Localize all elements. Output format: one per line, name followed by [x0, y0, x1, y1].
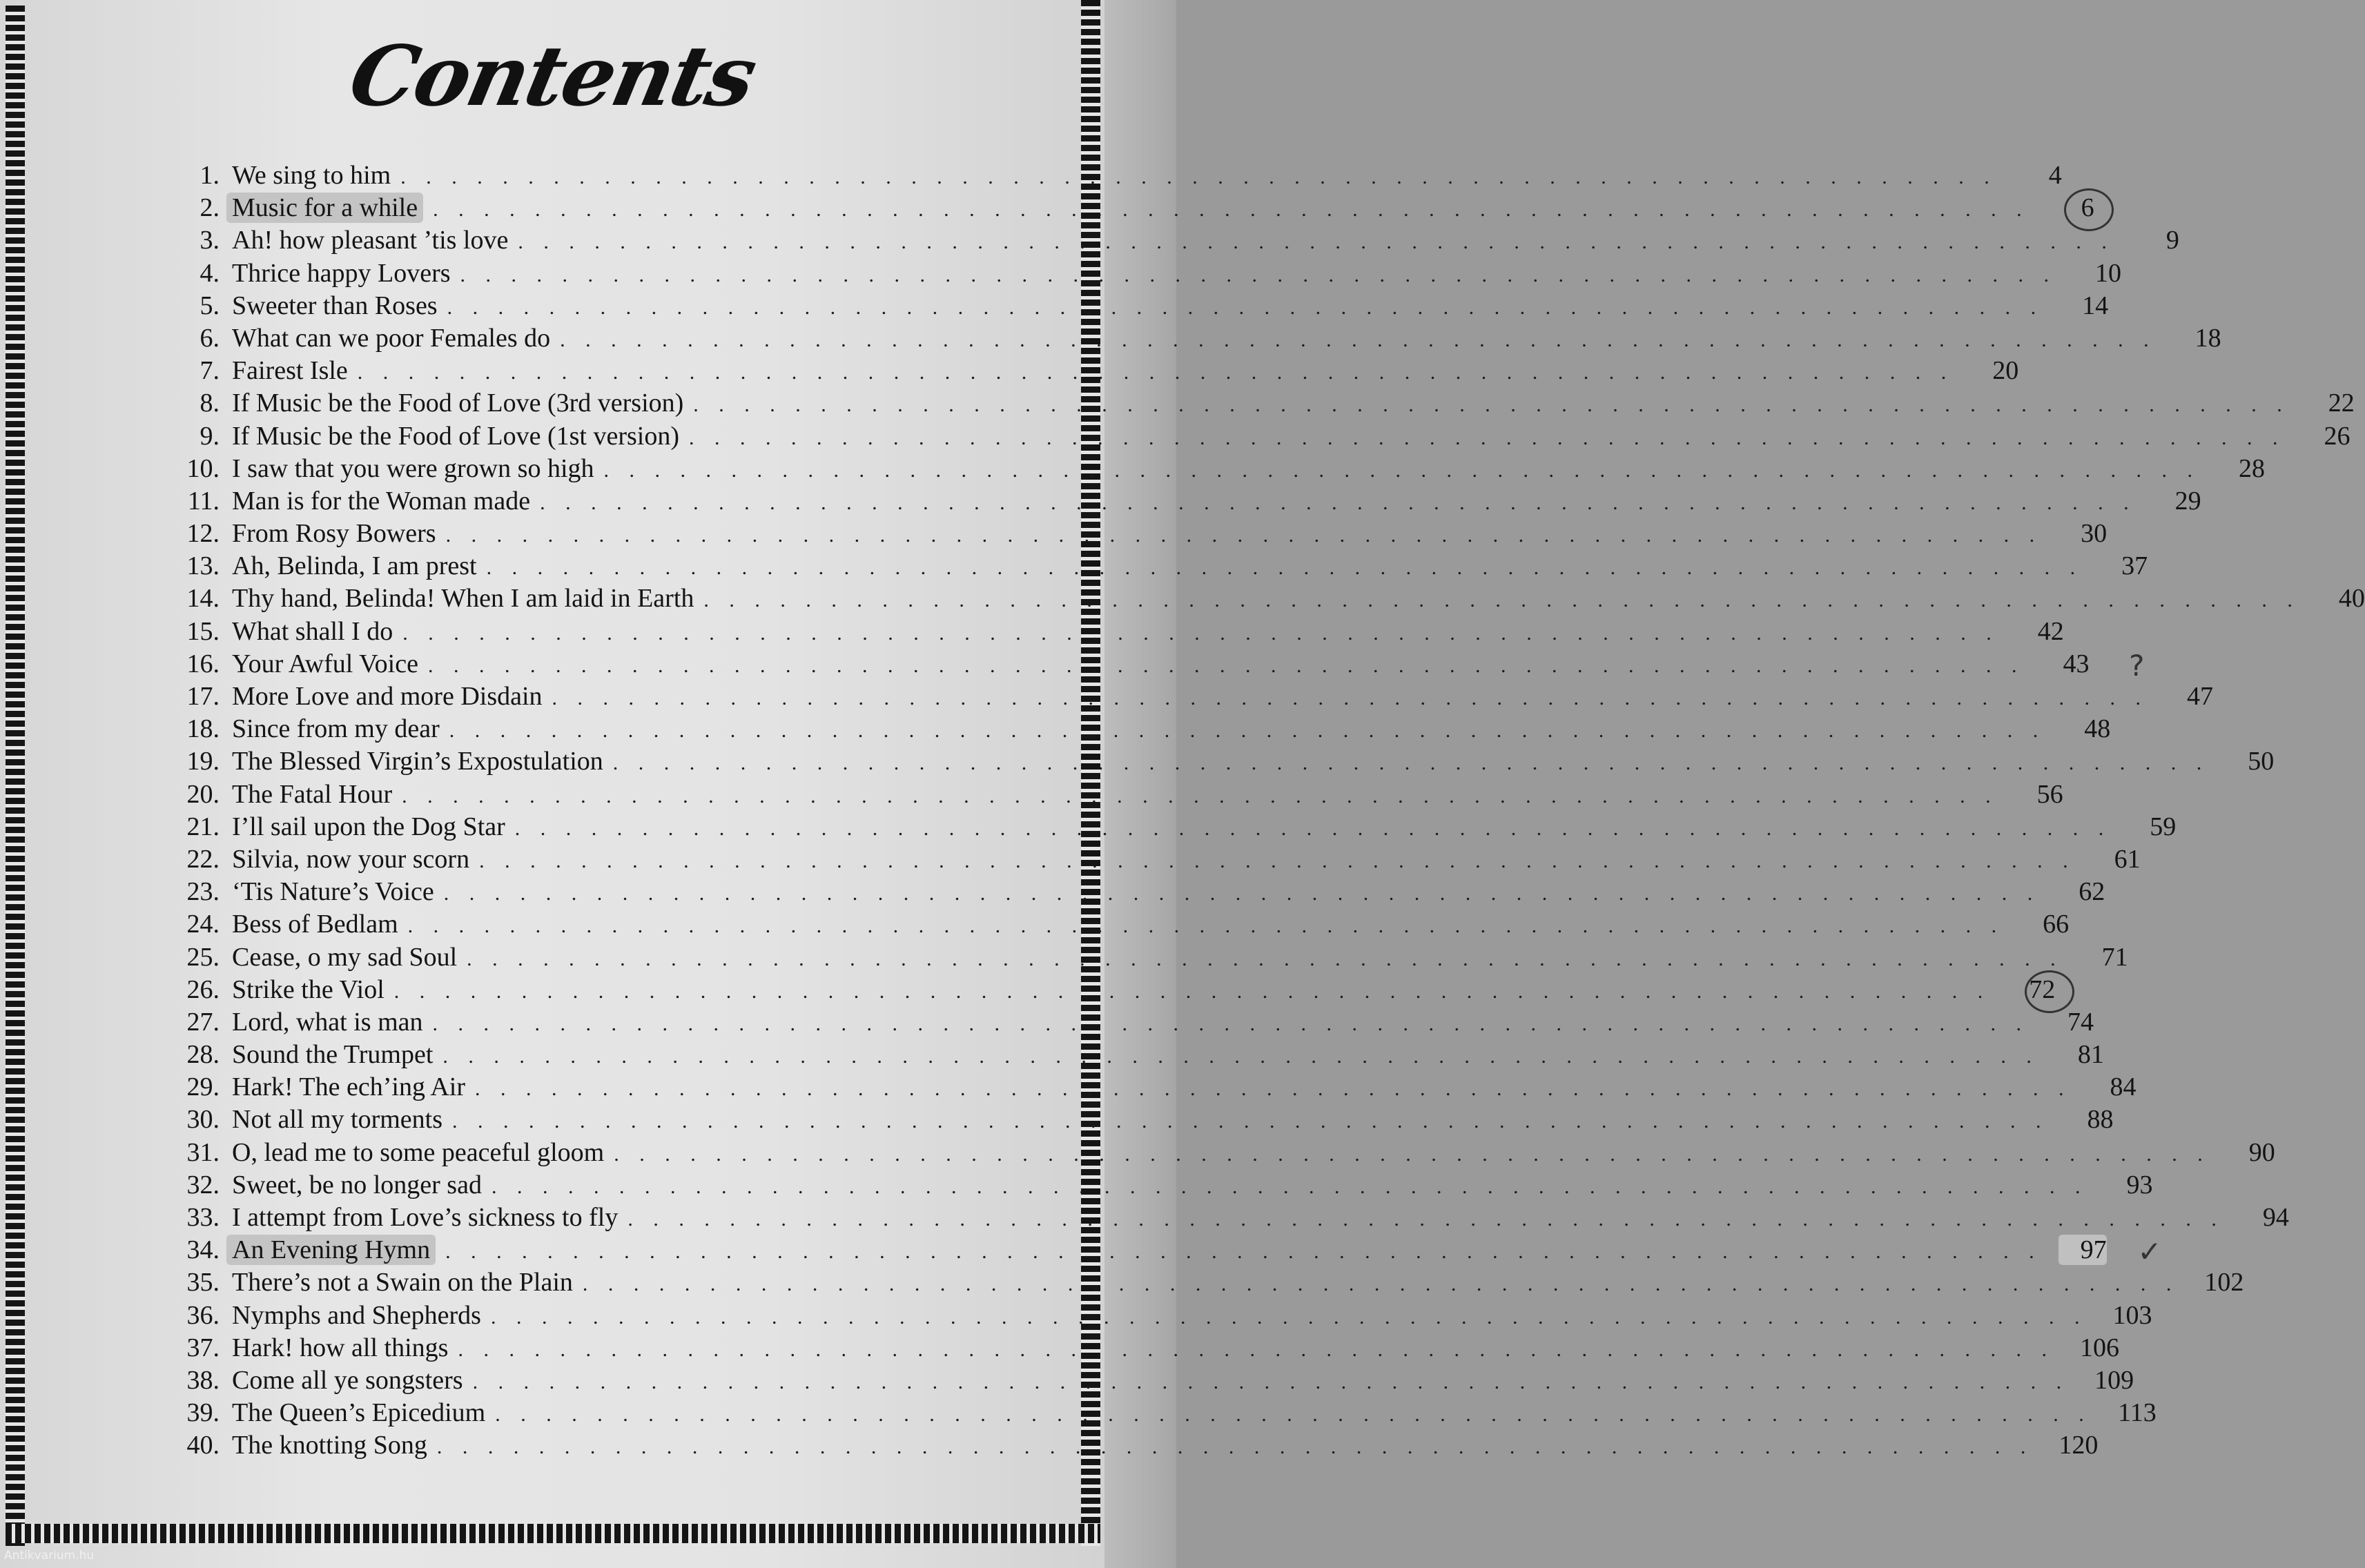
entry-number: 32.	[186, 1170, 220, 1199]
page-number-text: 43	[2063, 649, 2090, 678]
page-number-text: 102	[2204, 1268, 2244, 1297]
entry-page-number	[2062, 714, 2110, 744]
entry-page-number	[2241, 1202, 2289, 1233]
pencil-circle-mark	[2064, 188, 2114, 231]
page-number-text: 37	[2121, 551, 2148, 581]
page-number-text: 42	[2037, 616, 2064, 646]
entry-title: Thrice happy Lovers	[232, 258, 451, 288]
toc-entry	[159, 1170, 2153, 1202]
dot-leader: . . . . . . . . . . . . . . . . . . . . . . . . . . . . . . . . . . . . . . . . . . . . . . . . . . . . . . . . . . . . . . .	[458, 1337, 2054, 1361]
page-number-text: 97	[2080, 1235, 2107, 1265]
toc-entry	[159, 355, 2019, 388]
page-number-text: 29	[2174, 486, 2201, 516]
page-number-text: 40	[2338, 584, 2365, 614]
dot-leader: . . . . . . . . . . . . . . . . . . . . . . . . . . . . . . . . . . . . . . . . . . . . . . . . . . . . . . . . . . . . . . .	[445, 524, 2043, 547]
entry-page-number	[2302, 421, 2351, 451]
entry-title: Man is for the Woman made	[232, 486, 531, 516]
entry-title: The Blessed Virgin’s Expostulation	[232, 747, 603, 776]
page-number-text: 106	[2079, 1333, 2119, 1362]
entry-title: Hark! how all things	[232, 1333, 449, 1362]
entry-number: 35.	[186, 1268, 220, 1297]
entry-number: 28.	[186, 1040, 220, 1070]
entry-title: The knotting Song	[232, 1431, 427, 1460]
toc-entry	[159, 876, 2105, 909]
page-number-text: 28	[2239, 453, 2266, 483]
contents-list	[159, 160, 2365, 1463]
entry-title: Come all ye songsters	[232, 1365, 463, 1395]
entry-title: If Music be the Food of Love (3rd version)	[232, 389, 684, 418]
entry-number: 7.	[199, 356, 220, 386]
entry-title: Cease, o my sad Soul	[232, 942, 458, 972]
dot-leader: . . . . . . . . . . . . . . . . . . . . . . . . . . . . . . . . . . . . . . . . . . . . . . . . . . . . . . . . . . . . . . .	[540, 491, 2137, 514]
toc-entry	[159, 1235, 2162, 1269]
entry-title: The Queen’s Epicedium	[232, 1398, 486, 1428]
entry-title: What shall I do	[232, 616, 393, 646]
entry-number: 5.	[199, 291, 220, 320]
dot-leader: . . . . . . . . . . . . . . . . . . . . . . . . . . . . . . . . . . . . . . . . . . . . . . . . . . . . . . . . . . . . . . .	[475, 1077, 2072, 1101]
dot-leader: . . . . . . . . . . . . . . . . . . . . . . . . . . . . . . . . . . . . . . . . . . . . . . . . . . . . . . . . . . . . . . .	[402, 621, 1999, 645]
dot-leader: . . . . . . . . . . . . . . . . . . . . . . . . . . . . . . . . . . . . . . . . . . . . . . . . . . . . . . . . . . . . . . .	[436, 1435, 2034, 1459]
entry-page-number	[2317, 583, 2365, 614]
entry-title: I’ll sail upon the Dog Star	[232, 812, 505, 841]
dot-leader: . . . . . . . . . . . . . . . . . . . . . . . . . . . . . . . . . . . . . . . . . . . . . . . . . . . . . . . . . . . . . . .	[393, 979, 1991, 1003]
page-number-text: 84	[2110, 1072, 2137, 1102]
entry-page-number	[2041, 648, 2145, 683]
page-number-text: 50	[2248, 747, 2275, 776]
entry-number: 18.	[186, 714, 220, 744]
toc-entry	[159, 1267, 2244, 1300]
entry-title: Sweeter than Roses	[232, 291, 438, 320]
entry-page-number	[2092, 844, 2141, 874]
toc-entry	[159, 844, 2141, 876]
entry-number: 19.	[186, 747, 220, 776]
toc-entry	[159, 1398, 2157, 1430]
entry-page-number	[2059, 1235, 2162, 1269]
page-number-text: 30	[2081, 519, 2108, 549]
entry-number: 3.	[199, 226, 220, 255]
entry-title: An Evening Hymn	[226, 1235, 436, 1265]
toc-entry	[159, 160, 2062, 193]
entry-page-number	[2306, 388, 2355, 418]
entry-page-number	[2088, 1072, 2137, 1102]
dot-leader: . . . . . . . . . . . . . . . . . . . . . . . . . . . . . . . . . . . . . . . . . . . . . . . . . . . . . . . . . . . . . . .	[552, 687, 2149, 709]
toc-entry	[159, 1137, 2275, 1170]
page-number-text: 81	[2077, 1040, 2104, 1070]
page-number-text: 61	[2114, 844, 2141, 874]
toc-entry	[159, 681, 2214, 714]
dot-leader: . . . . . . . . . . . . . . . . . . . . . . . . . . . . . . . . . . . . . . . . . . . . . . . . . . . . . . . . . . . . . . .	[357, 361, 1954, 384]
entry-title: The Fatal Hour	[232, 779, 393, 809]
toc-entry	[159, 225, 2179, 257]
entry-page-number	[2046, 193, 2094, 223]
entry-page-number	[2065, 1104, 2114, 1135]
toc-entry	[159, 616, 2064, 649]
entry-number: 14.	[186, 584, 220, 614]
toc-entry	[159, 323, 2221, 355]
dot-leader: . . . . . . . . . . . . . . . . . . . . . . . . . . . . . . . . . . . . . . . . . . . . . . . . . . . . . . . . . . . . . . .	[442, 1045, 2039, 1068]
dot-leader: . . . . . . . . . . . . . . . . . . . . . . . . . . . . . . . . . . . . . . . . . . . . . . . . . . . . . . . . . . . . . . .	[443, 882, 2041, 905]
page-number-text: 71	[2101, 942, 2128, 972]
entry-title: We sing to him	[232, 161, 391, 190]
entry-page-number	[2217, 453, 2265, 484]
entry-title: Sound the Trumpet	[232, 1040, 434, 1070]
entry-title: ‘Tis Nature’s Voice	[232, 877, 434, 907]
entry-number: 11.	[187, 486, 220, 516]
entry-number: 21.	[186, 812, 220, 841]
entry-title: Nymphs and Shepherds	[232, 1300, 481, 1330]
toc-entry	[159, 1039, 2104, 1072]
entry-number: 4.	[199, 258, 220, 288]
entry-page-number	[2007, 974, 2055, 1005]
page-number-text: 66	[2043, 910, 2070, 939]
page-number-text: 14	[2082, 291, 2109, 320]
dot-leader: . . . . . . . . . . . . . . . . . . . . . . . . . . . . . . . . . . . . . . . . . . . . . . . . . . . . . . . . . . . . . . .	[479, 849, 2076, 872]
entry-number: 31.	[186, 1137, 220, 1167]
page-number-text: 103	[2112, 1300, 2152, 1330]
entry-page-number	[2226, 746, 2274, 776]
entry-page-number	[2080, 942, 2128, 972]
toc-entry	[159, 812, 2177, 844]
entry-page-number	[2071, 1333, 2119, 1363]
entry-number: 9.	[199, 421, 220, 451]
toc-entry	[159, 1104, 2114, 1137]
dot-leader: . . . . . . . . . . . . . . . . . . . . . . . . . . . . . . . . . . . . . . . . . . . . . . . . . . . . . . . . . . . . . . .	[402, 784, 1998, 807]
toc-entry	[159, 909, 2070, 941]
toc-entry	[159, 1072, 2137, 1104]
entry-number: 20.	[186, 779, 220, 809]
toc-entry	[159, 1007, 2094, 1039]
page-number-text: 47	[2187, 682, 2214, 711]
entry-number: 24.	[186, 910, 220, 939]
entry-title: There’s not a Swain on the Plain	[232, 1268, 573, 1297]
dot-leader: . . . . . . . . . . . . . . . . . . . . . . . . . . . . . . . . . . . . . . . . . . . . . . . . . . . . . . . . . . . . . . .	[427, 654, 2025, 677]
entry-number: 29.	[186, 1072, 220, 1102]
page-number-text: 62	[2079, 877, 2105, 907]
entry-title: What can we poor Females do	[232, 323, 551, 353]
entry-number: 27.	[186, 1007, 220, 1037]
toc-entry	[159, 486, 2201, 518]
entry-page-number	[2195, 1267, 2244, 1297]
entry-number: 6.	[199, 323, 220, 353]
entry-number: 36.	[186, 1300, 220, 1330]
watermark: Antikvarium.hu	[4, 1549, 95, 1562]
page-number-text: 90	[2248, 1137, 2275, 1167]
entry-number: 34.	[186, 1235, 220, 1265]
dot-leader: . . . . . . . . . . . . . . . . . . . . . . . . . . . . . . . . . . . . . . . . . . . . . . . . . . . . . . . . . . . . . . .	[614, 1142, 2210, 1166]
page-number-text: 113	[2118, 1398, 2157, 1428]
entry-number: 10.	[186, 453, 220, 483]
entry-title: Ah, Belinda, I am prest	[232, 551, 477, 581]
dot-leader: . . . . . . . . . . . . . . . . . . . . . . . . . . . . . . . . . . . . . . . . . . . . . . . . . . . . . . . . . . . . . . .	[603, 458, 2201, 482]
toc-entry	[159, 258, 2122, 291]
toc-entry	[159, 1430, 2099, 1462]
toc-entry	[159, 1365, 2134, 1398]
question-mark-annotation: ?	[2129, 648, 2145, 683]
page-title: Contents	[341, 28, 763, 125]
entry-number: 33.	[186, 1203, 220, 1232]
toc-entry	[159, 551, 2148, 583]
entry-page-number	[2056, 1039, 2104, 1070]
entry-title: Your Awful Voice	[232, 649, 418, 678]
dot-leader: . . . . . . . . . . . . . . . . . . . . . . . . . . . . . . . . . . . . . . . . . . . . . . . . . . . . . . . . . . . . . . .	[486, 556, 2083, 580]
toc-entry	[159, 974, 2056, 1007]
entry-title: Lord, what is man	[232, 1007, 423, 1037]
page-number-text: 10	[2095, 258, 2122, 288]
dot-leader: . . . . . . . . . . . . . . . . . . . . . . . . . . . . . . . . . . . . . . . . . . . . . . . . . . . . . . . . . . . . . . .	[407, 914, 2005, 938]
toc-entry	[159, 1300, 2152, 1333]
dot-leader: . . . . . . . . . . . . . . . . . . . . . . . . . . . . . . . . . . . . . . . . . . . . . . . . . . . . . . . . . . . . . . .	[518, 231, 2114, 254]
page-number-text: 88	[2087, 1105, 2114, 1135]
entry-title: More Love and more Disdain	[232, 682, 543, 711]
dot-leader: . . . . . . . . . . . . . . . . . . . . . . . . . . . . . . . . . . . . . . . . . . . . . . . . . . . . . . . . . . . . . . .	[452, 1110, 2049, 1133]
toc-entry	[159, 421, 2351, 453]
page-number-text: 120	[2059, 1431, 2099, 1460]
page-number-text: 59	[2150, 812, 2177, 841]
entry-title: Since from my dear	[232, 714, 440, 744]
dot-leader: . . . . . . . . . . . . . . . . . . . . . . . . . . . . . . . . . . . . . . . . . . . . . . . . . . . . . . . . . . . . . . .	[460, 263, 2057, 286]
dot-leader: . . . . . . . . . . . . . . . . . . . . . . . . . . . . . . . . . . . . . . . . . . . . . . . . . . . . . . . . . . . . . . .	[490, 1305, 2087, 1329]
page-number-text: 74	[2067, 1007, 2094, 1037]
entry-title: From Rosy Bowers	[232, 519, 436, 549]
entry-page-number	[2045, 1007, 2094, 1037]
dot-leader: . . . . . . . . . . . . . . . . . . . . . . . . . . . . . . . . . . . . . . . . . . . . . . . . . . . . . . . . . . . . . . .	[472, 1370, 2070, 1393]
entry-number: 40.	[186, 1431, 220, 1460]
entry-title: Strike the Viol	[232, 974, 385, 1004]
toc-entry	[159, 942, 2128, 974]
entry-page-number	[2056, 876, 2105, 907]
toc-entry	[159, 779, 2063, 812]
toc-entry	[159, 583, 2365, 616]
page-number-text: 72	[2029, 974, 2056, 1004]
entry-number: 25.	[186, 942, 220, 972]
entry-page-number	[2015, 779, 2063, 810]
dot-leader: . . . . . . . . . . . . . . . . . . . . . . . . . . . . . . . . . . . . . . . . . . . . . . . . . . . . . . . . . . . . . . .	[693, 393, 2290, 417]
page-number-text: 94	[2262, 1203, 2289, 1232]
page-number-text: 9	[2166, 226, 2179, 255]
entry-title: O, lead me to some peaceful gloom	[232, 1137, 605, 1167]
page-number-text: 6	[2081, 193, 2094, 223]
entry-page-number	[2099, 551, 2148, 581]
entry-page-number	[2128, 812, 2176, 842]
entry-number: 16.	[186, 649, 220, 678]
page-number-text: 4	[2048, 161, 2062, 190]
entry-page-number	[2153, 486, 2201, 516]
entry-page-number	[2085, 1365, 2134, 1395]
entry-number: 12.	[186, 519, 220, 549]
entry-title: Silvia, now your scorn	[232, 844, 470, 874]
toc-entry	[159, 648, 2145, 683]
entry-page-number	[2131, 225, 2179, 255]
dot-leader: . . . . . . . . . . . . . . . . . . . . . . . . . . . . . . . . . . . . . . . . . . . . . . . . . . . . . . . . . . . . . . .	[467, 947, 2063, 970]
entry-page-number	[2073, 258, 2121, 288]
entry-title: Hark! The ech’ing Air	[232, 1072, 466, 1102]
entry-number: 26.	[186, 974, 220, 1004]
page-number-text: 18	[2194, 323, 2221, 353]
entry-page-number	[2059, 518, 2107, 549]
entry-page-number	[2173, 323, 2221, 353]
border-bottom	[6, 1524, 1100, 1543]
toc-entry	[159, 291, 2109, 323]
entry-page-number	[1970, 355, 2018, 386]
page-number-text: 26	[2324, 421, 2351, 451]
entry-page-number	[2103, 1300, 2152, 1331]
entry-title: Fairest Isle	[232, 356, 348, 386]
entry-page-number	[2165, 681, 2213, 712]
toc-entry	[159, 193, 2094, 225]
toc-entry	[159, 453, 2266, 486]
toc-entry	[159, 518, 2108, 551]
entry-number: 1.	[199, 161, 220, 190]
page-number-text: 48	[2084, 714, 2111, 744]
dot-leader: . . . . . . . . . . . . . . . . . . . . . . . . . . . . . . . . . . . . . . . . . . . . . . . . . . . . . . . . . . . . . . .	[612, 752, 2210, 775]
entry-title: I saw that you were grown so high	[232, 453, 594, 483]
dot-leader: . . . . . . . . . . . . . . . . . . . . . . . . . . . . . . . . . . . . . . . . . . . . . . . . . . . . . . . . . . . . . . .	[447, 295, 2044, 319]
entry-title: Not all my torments	[232, 1105, 443, 1135]
toc-entry	[159, 746, 2275, 778]
entry-page-number	[2060, 291, 2108, 321]
entry-number: 38.	[186, 1365, 220, 1395]
border-left	[6, 6, 25, 1546]
check-mark-annotation: ✓	[2137, 1235, 2162, 1269]
dot-leader: . . . . . . . . . . . . . . . . . . . . . . . . . . . . . . . . . . . . . . . . . . . . . . . . . . . . . . . . . . . . . . .	[627, 1208, 2224, 1231]
entry-page-number	[2016, 616, 2064, 647]
page-number-text: 20	[1992, 356, 2019, 386]
entry-number: 15.	[186, 616, 220, 646]
page-number-text: 56	[2036, 779, 2063, 809]
entry-number: 30.	[186, 1105, 220, 1135]
toc-entry	[159, 1333, 2119, 1365]
entry-number: 17.	[186, 682, 220, 711]
entry-page-number	[2021, 909, 2069, 939]
dot-leader: . . . . . . . . . . . . . . . . . . . . . . . . . . . . . . . . . . . . . . . . . . . . . . . . . . . . . . . . . . . . . . .	[445, 1240, 2042, 1264]
page-number-text: 22	[2328, 389, 2355, 418]
entry-page-number	[2108, 1398, 2157, 1428]
dot-leader: . . . . . . . . . . . . . . . . . . . . . . . . . . . . . . . . . . . . . . . . . . . . . . . . . . . . . . . . . . . . . . .	[433, 198, 2030, 222]
entry-number: 2.	[199, 193, 220, 223]
entry-title: Bess of Bedlam	[232, 910, 398, 939]
toc-entry	[159, 388, 2355, 420]
dot-leader: . . . . . . . . . . . . . . . . . . . . . . . . . . . . . . . . . . . . . . . . . . . . . . . . . . . . . . . . . . . . . . .	[449, 719, 2046, 743]
dot-leader: . . . . . . . . . . . . . . . . . . . . . . . . . . . . . . . . . . . . . . . . . . . . . . . . . . . . . . . . . . . . . . .	[400, 166, 1997, 188]
entry-number: 13.	[186, 551, 220, 581]
toc-entry	[159, 714, 2111, 746]
entry-title: I attempt from Love’s sickness to fly	[232, 1203, 619, 1232]
entry-number: 39.	[186, 1398, 220, 1428]
page-number-text: 93	[2126, 1170, 2153, 1199]
entry-page-number	[2050, 1430, 2098, 1460]
entry-title: Music for a while	[226, 193, 423, 223]
entry-title: If Music be the Food of Love (1st version)	[232, 421, 679, 451]
entry-title: Thy hand, Belinda! When I am laid in Earth	[232, 584, 694, 614]
dot-leader: . . . . . . . . . . . . . . . . . . . . . . . . . . . . . . . . . . . . . . . . . . . . . . . . . . . . . . . . . . . . . . .	[514, 816, 2112, 840]
entry-number: 37.	[186, 1333, 220, 1362]
dot-leader: . . . . . . . . . . . . . . . . . . . . . . . . . . . . . . . . . . . . . . . . . . . . . . . . . . . . . . . . . . . . . . .	[432, 1012, 2030, 1035]
dot-leader: . . . . . . . . . . . . . . . . . . . . . . . . . . . . . . . . . . . . . . . . . . . . . . . . . . . . . . . . . . . . . . .	[703, 589, 2300, 612]
entry-title: Sweet, be no longer sad	[232, 1170, 482, 1199]
entry-title: Ah! how pleasant ’tis love	[232, 226, 509, 255]
dot-leader: . . . . . . . . . . . . . . . . . . . . . . . . . . . . . . . . . . . . . . . . . . . . . . . . . . . . . . . . . . . . . . .	[689, 426, 2286, 449]
page-number-text: 109	[2094, 1365, 2134, 1395]
entry-number: 8.	[199, 389, 220, 418]
entry-number: 22.	[186, 844, 220, 874]
toc-entry	[159, 1202, 2289, 1235]
dot-leader: . . . . . . . . . . . . . . . . . . . . . . . . . . . . . . . . . . . . . . . . . . . . . . . . . . . . . . . . . . . . . . .	[582, 1273, 2179, 1296]
entry-page-number	[2104, 1170, 2152, 1200]
entry-page-number	[2014, 160, 2062, 190]
dot-leader: . . . . . . . . . . . . . . . . . . . . . . . . . . . . . . . . . . . . . . . . . . . . . . . . . . . . . . . . . . . . . . .	[495, 1403, 2092, 1427]
dot-leader: . . . . . . . . . . . . . . . . . . . . . . . . . . . . . . . . . . . . . . . . . . . . . . . . . . . . . . . . . . . . . . .	[560, 328, 2157, 351]
dot-leader: . . . . . . . . . . . . . . . . . . . . . . . . . . . . . . . . . . . . . . . . . . . . . . . . . . . . . . . . . . . . . . .	[491, 1175, 2088, 1198]
entry-page-number	[2227, 1137, 2275, 1168]
entry-number: 23.	[186, 877, 220, 907]
